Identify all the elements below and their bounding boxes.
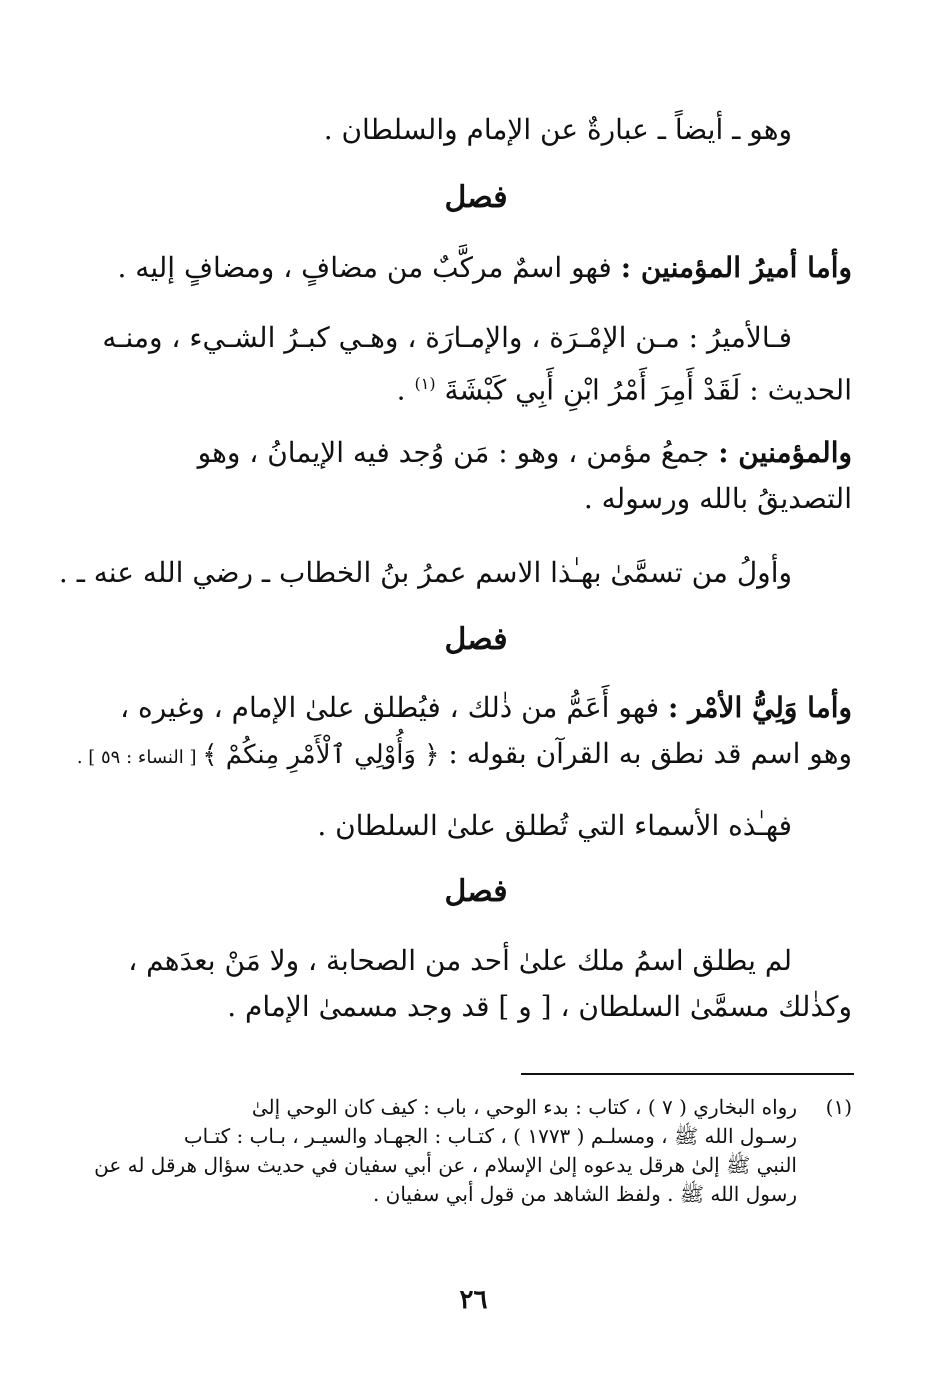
footnote-marker: (١) [825,1095,852,1119]
footnote-1 [94,1093,852,1209]
paragraph-8-line-2: وكذٰلك مسمَّىٰ السلطان ، [ و ] قد وجد مسمىٰ الإمام . [227,990,852,1023]
paragraph-5 [58,550,852,596]
paragraph-3 [100,315,852,413]
paragraph-4-line-1 [100,430,852,476]
footnote-separator [521,1073,854,1075]
footnote-ref-1[interactable]: (١) [414,374,436,393]
footnote-line-2: رسـول الله ﷺ ، ومسلـم ( ١٧٧٣ ) ، كتـاب : الجهـاد والسيـر ، بـاب : كتـاب [183,1124,797,1148]
paragraph-3-line-1: فـالأميرُ : مـن الإمْـرَة ، والإمـارَة ، وهـي كبـرُ الشـيء ، ومنـه [102,321,792,354]
footnote-line-3: النبي ﷺ إلىٰ هرقل يدعوه إلىٰ الإسلام ، عن أبي سفيان في حديث سؤال هرقل له عن [94,1153,797,1177]
section-heading-3: فصل [444,874,508,909]
paragraph-2 [100,245,852,291]
page-number: ٢٦ [459,1285,488,1315]
paragraph-6 [76,685,852,781]
paragraph-6-text: فهو أَعَمُّ من ذٰلك ، فيُطلق علىٰ الإمام ، وغيره ، [120,691,668,724]
paragraph-3-line-2 [100,361,852,413]
footnote-body [94,1093,797,1209]
section-heading-2: فصل [444,622,508,657]
quran-citation: [ النساء : ٥٩ ] . [76,747,203,768]
paragraph-8 [100,938,852,1030]
paragraph-7 [100,803,852,849]
paragraph-6-line-2-text: وهو اسم قد نطق به القرآن بقوله : [439,737,852,770]
paragraph-6-line-1 [100,685,852,731]
hadith-quote: الحديث : لَقَدْ أَمِرَ أَمْرُ ابْنِ أَبِي كَبْشَةَ [444,373,852,407]
paragraph-5-line: وأولُ من تسمَّىٰ بهـٰذا الاسم عمرُ بنُ الخطاب ـ رضي الله عنه ـ . [58,556,792,589]
section-heading-1: فصل [444,180,508,215]
paragraph-1 [100,107,852,153]
footnote-line-4: رسول الله ﷺ . ولفظ الشاهد من قول أبي سفيان . [372,1182,797,1206]
paragraph-2-text: فهو اسمٌ مركَّبٌ من مضافٍ ، ومضافٍ إليه . [117,251,621,284]
paragraph-2-line [100,245,852,291]
footnote-line-1: رواه البخاري ( ٧ ) ، كتاب : بدء الوحي ، باب : كيف كان الوحي إلىٰ [251,1095,797,1119]
paragraph-7-line: فهـٰذه الأسماء التي تُطلق علىٰ السلطان . [317,809,792,842]
paragraph-3-end: . [396,373,415,407]
term-wali-al-amr: وأما وَلِيُّ الأمْر : [668,691,852,724]
paragraph-4 [100,430,852,522]
paragraph-8-line-1: لم يطلق اسمُ ملك علىٰ أحد من الصحابة ، ولا مَنْ بعدَهم ، [128,944,792,977]
paragraph-4-text: جمعُ مؤمن ، وهو : مَن وُجد فيه الإيمانُ ، وهو [197,436,719,469]
term-al-muminin: والمؤمنين : [718,436,852,469]
paragraph-6-line-2 [76,731,852,781]
paragraph-1-line: وهو ـ أيضاً ـ عبارةٌ عن الإمام والسلطان . [323,113,792,146]
quran-verse: ﴿ وَأُوْلِي ٱلْأَمْرِ مِنكُمْ ﴾ [202,740,440,770]
term-amir-al-muminin: وأما أميرُ المؤمنين : [620,251,852,284]
paragraph-4-line-2: التصديقُ بالله ورسوله . [583,482,852,515]
